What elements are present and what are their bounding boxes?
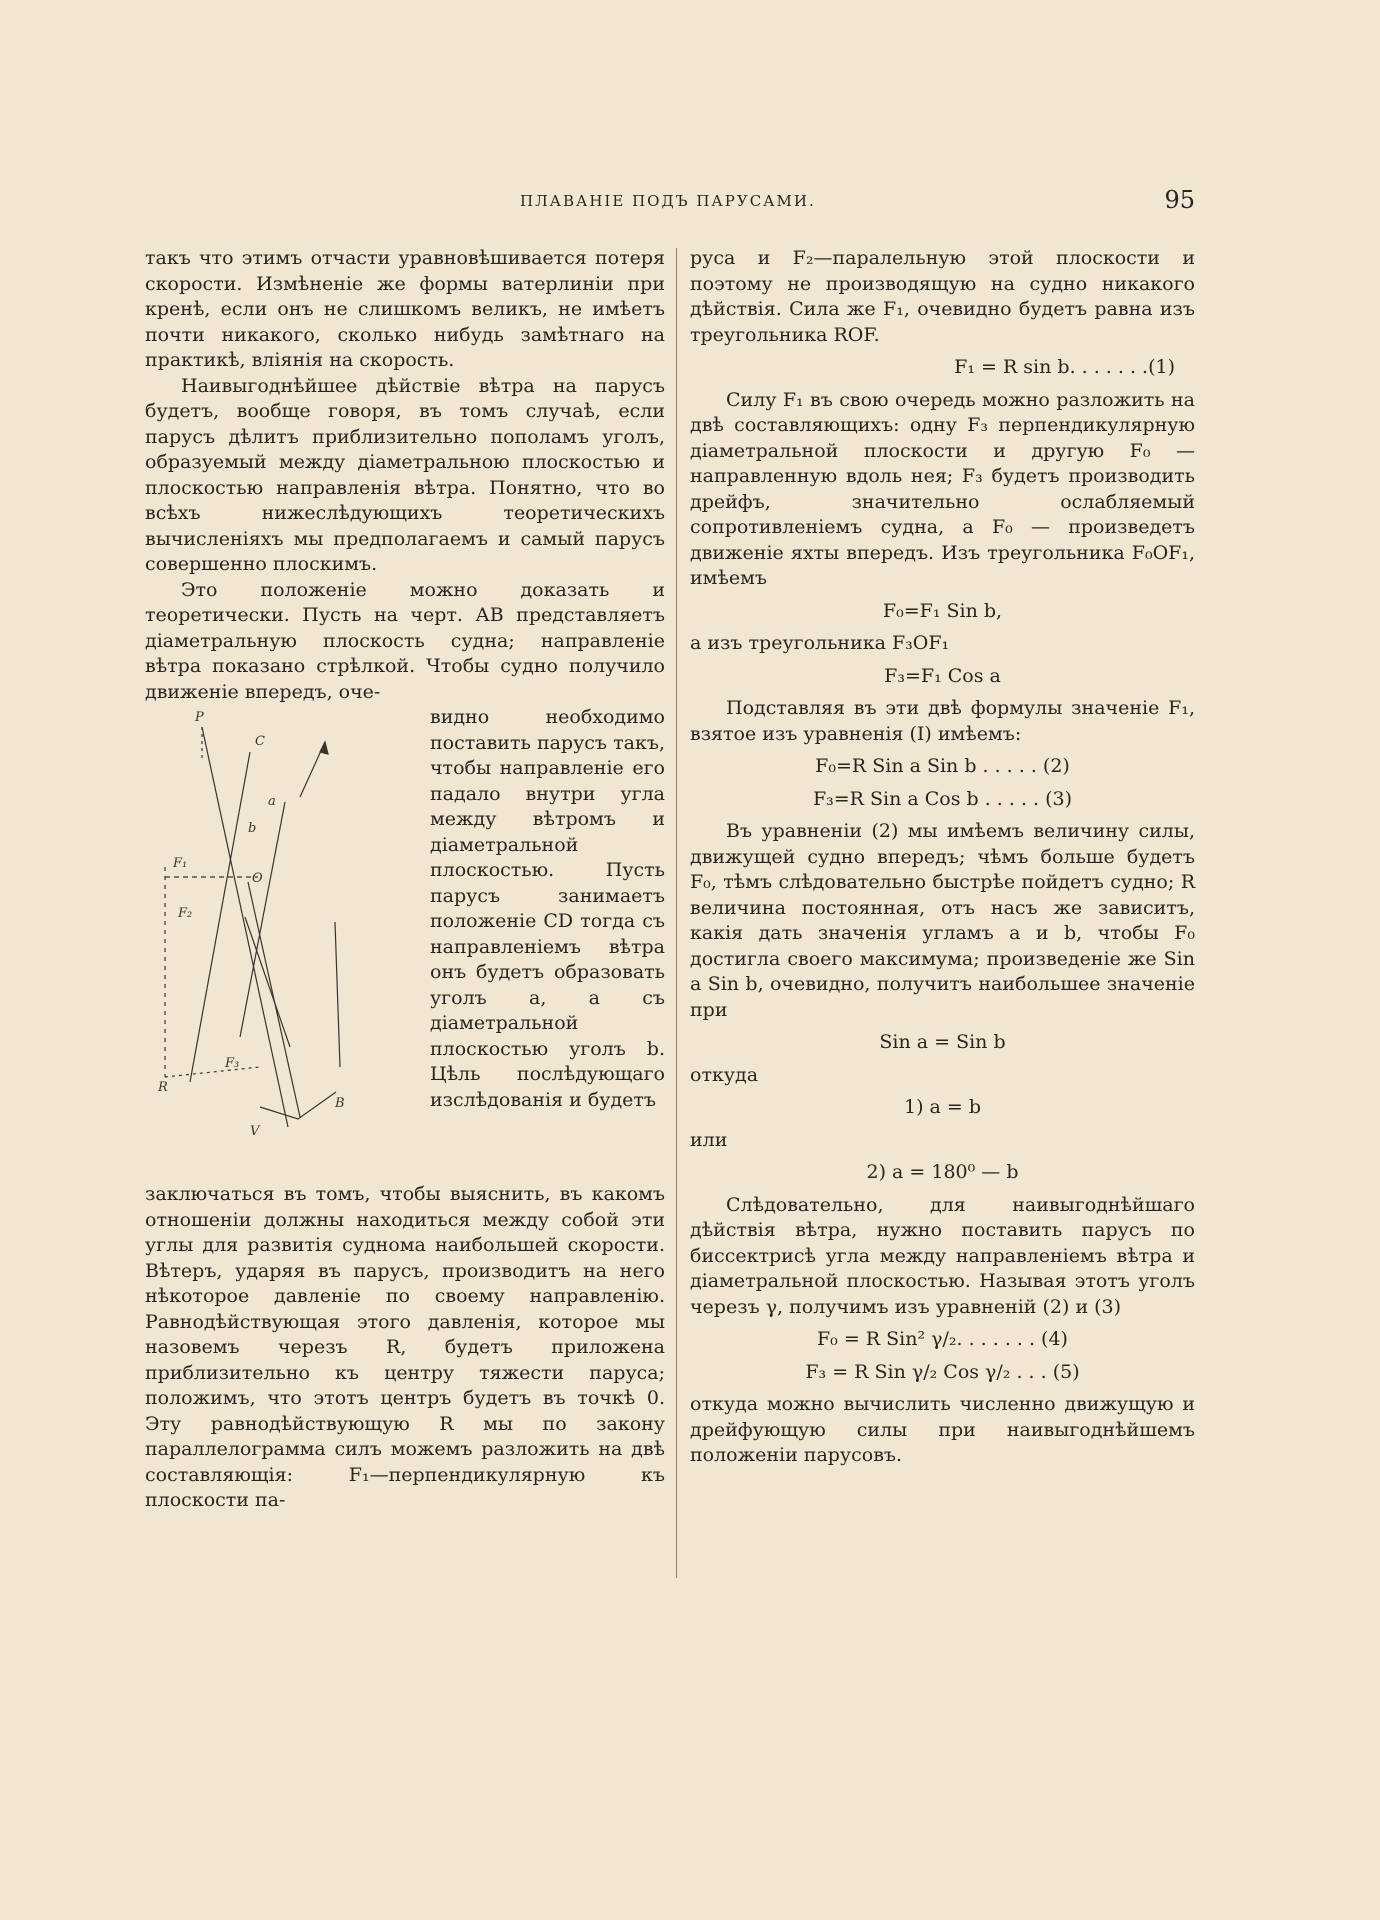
- word-whence: откуда: [690, 1063, 759, 1086]
- label-r: R: [158, 1080, 168, 1095]
- dashed-bottom-line: [165, 1067, 260, 1077]
- paragraph-decompose-force: Силу F₁ въ свою очередь можно разложить на двѣ составляющихъ: одну F₃ перпендикулярную діаметральной плоскости и другую F₀ — направленную вдоль нея; F₃ будетъ производить дрейфъ, значительно ослабляемый сопротивленіемъ судна, а F₀ — произведетъ движеніе яхты впередъ. Изъ треугольника F₀OF₁, имѣемъ: [690, 388, 1195, 589]
- equation-sin-equal: Sin a = Sin b: [879, 1031, 1006, 1053]
- diagonal-line: [245, 917, 290, 1047]
- paragraph-proof-start: Это положеніе можно доказать и теоретически. Пусть на черт. АВ представляетъ діаметральную плоскость судна; направленіе вѣтра показано стрѣлкой. Чтобы судно получило движеніе впередъ, оче-: [145, 578, 665, 703]
- label-v: V: [250, 1124, 260, 1139]
- right-column: [690, 246, 1195, 1469]
- label-o: O: [252, 871, 263, 886]
- page-header: [140, 186, 1195, 222]
- diametral-plane-line: [202, 727, 288, 1127]
- paragraph-bisector: Слѣдовательно, для наивыгоднѣйшаго дѣйствія вѣтра, нужно поставить парусъ по биссектрисѣ угла между направленіемъ вѣтра и діаметральной плоскостью. Называя этотъ уголъ черезъ γ, получимъ изъ уравненій (2) и (3): [690, 1193, 1195, 1318]
- equation-2: F₀=R Sin a Sin b . . . . . (2): [815, 755, 1070, 777]
- paragraph-best-wind-action: Наивыгоднѣйшее дѣйствіе вѣтра на парусъ будетъ, вообще говоря, въ томъ случаѣ, если парусъ дѣлитъ приблизительно пополамъ уголъ, образуемый между діаметральною плоскостью и плоскостью направленія вѣтра. Понятно, что во всѣхъ нижеслѣдующихъ теоретическихъ вычисленіяхъ мы предполагаемъ и самый парусъ совершенно плоскимъ.: [145, 374, 665, 575]
- label-a: a: [268, 794, 276, 809]
- sail-force-diagram: [145, 707, 420, 1182]
- equation-f3: F₃=F₁ Cos a: [884, 664, 1001, 687]
- wind-arrow-head: [320, 742, 328, 754]
- right-line: [335, 922, 340, 1067]
- diagram-svg: [145, 707, 420, 1182]
- equation-case-1: 1) a = b: [903, 1096, 982, 1118]
- page-number: 95: [1164, 186, 1195, 214]
- label-p: P: [195, 710, 204, 725]
- wind-direction-line: [240, 802, 285, 1037]
- paragraph-conclusion: откуда можно вычислить численно движущую и дрейфующую силы при наивыгоднѣйшемъ положеніи парусовъ.: [690, 1393, 1195, 1466]
- equation-f0: F₀=F₁ Sin b,: [882, 599, 1003, 622]
- paragraph-proof-end: заключаться въ томъ, чтобы выяснить, въ какомъ отношеніи должны находиться между собой эти углы для развитія суднома наибольшей скорости. Вѣтеръ, ударяя въ парусъ, производитъ на него нѣкоторое давленіе по своему направленію. Равнодѣйствующая этого давленія, которое мы назовемъ черезъ R, будетъ приложена приблизительно къ центру тяжести паруса; положимъ, что этотъ центръ будетъ въ точкѣ 0. Эту равнодѣйствующую R мы по закону параллелограмма силъ можемъ разложить на двѣ составляющія: F₁—перпендикулярную къ плоскости па-: [145, 1183, 665, 1511]
- label-c: C: [255, 734, 265, 749]
- paragraph-sail-forces: руса и F₂—паралельную этой плоскости и поэтому не производящую на судно никакого дѣйствія. Сила же F₁, очевидно будетъ равна изъ треугольника ROF.: [690, 247, 1195, 346]
- paragraph-maximum: Въ уравненіи (2) мы имѣемъ величину силы, движущей судно впередъ; чѣмъ больше будетъ F₀, тѣмъ слѣдовательно быстрѣе пойдетъ судно; R величина постоянная, отъ насъ же зависитъ, какія дать значенія угламъ a и b, чтобы F₀ достигла своего максимума; произведеніе же Sin a Sin b, очевидно, получитъ наибольшее значеніе при: [690, 820, 1195, 1021]
- left-column: [145, 246, 665, 1514]
- equation-3: F₃=R Sin a Cos b . . . . . (3): [812, 787, 1073, 810]
- label-f3: F₃: [225, 1056, 240, 1071]
- equation-case-2: 2) a = 180⁰ — b: [866, 1161, 1019, 1183]
- equation-4: F₀ = R Sin² γ/₂. . . . . . . (4): [817, 1328, 1068, 1350]
- label-f2: F₂: [178, 906, 193, 921]
- paragraph-keel-speed: такъ что этимъ отчасти уравновѣшивается потеря скорости. Измѣненіе же формы ватерлиніи при кренѣ, если онъ не слишкомъ великъ, не имѣетъ почти никакого, сколько нибудь замѣтнаго на практикѣ, вліянія на скорость.: [145, 247, 665, 371]
- running-title: ПЛАВАНІЕ ПОДЪ ПАРУСАМИ.: [520, 192, 816, 210]
- figure-block: [145, 705, 665, 1182]
- label-b-point: B: [335, 1096, 345, 1111]
- equation-1: F₁ = R sin b. . . . . . .(1): [954, 356, 1175, 378]
- paragraph-proof-wrap: видно необходимо поставить парусъ такъ, чтобы направленіе его падало внутри угла между вѣтромъ и діаметральной плоскостью. Пусть парусъ занимаетъ положеніе CD тогда съ направленіемъ вѣтра онъ будетъ образовать уголъ а, а съ діаметральной плоскостью уголъ b. Цѣль послѣдующаго изслѣдованія и будетъ: [430, 706, 665, 1111]
- paragraph-triangle: а изъ треугольника F₃OF₁: [690, 632, 950, 654]
- paragraph-substitute: Подставляя въ эти двѣ формулы значеніе F₁, взятое изъ уравненія (I) имѣемъ:: [690, 697, 1195, 745]
- equation-5: F₃ = R Sin γ/₂ Cos γ/₂ . . . (5): [805, 1360, 1080, 1383]
- label-f1: F₁: [173, 856, 188, 871]
- word-or: или: [690, 1128, 728, 1151]
- column-divider: [676, 248, 677, 1578]
- label-b: b: [248, 821, 257, 836]
